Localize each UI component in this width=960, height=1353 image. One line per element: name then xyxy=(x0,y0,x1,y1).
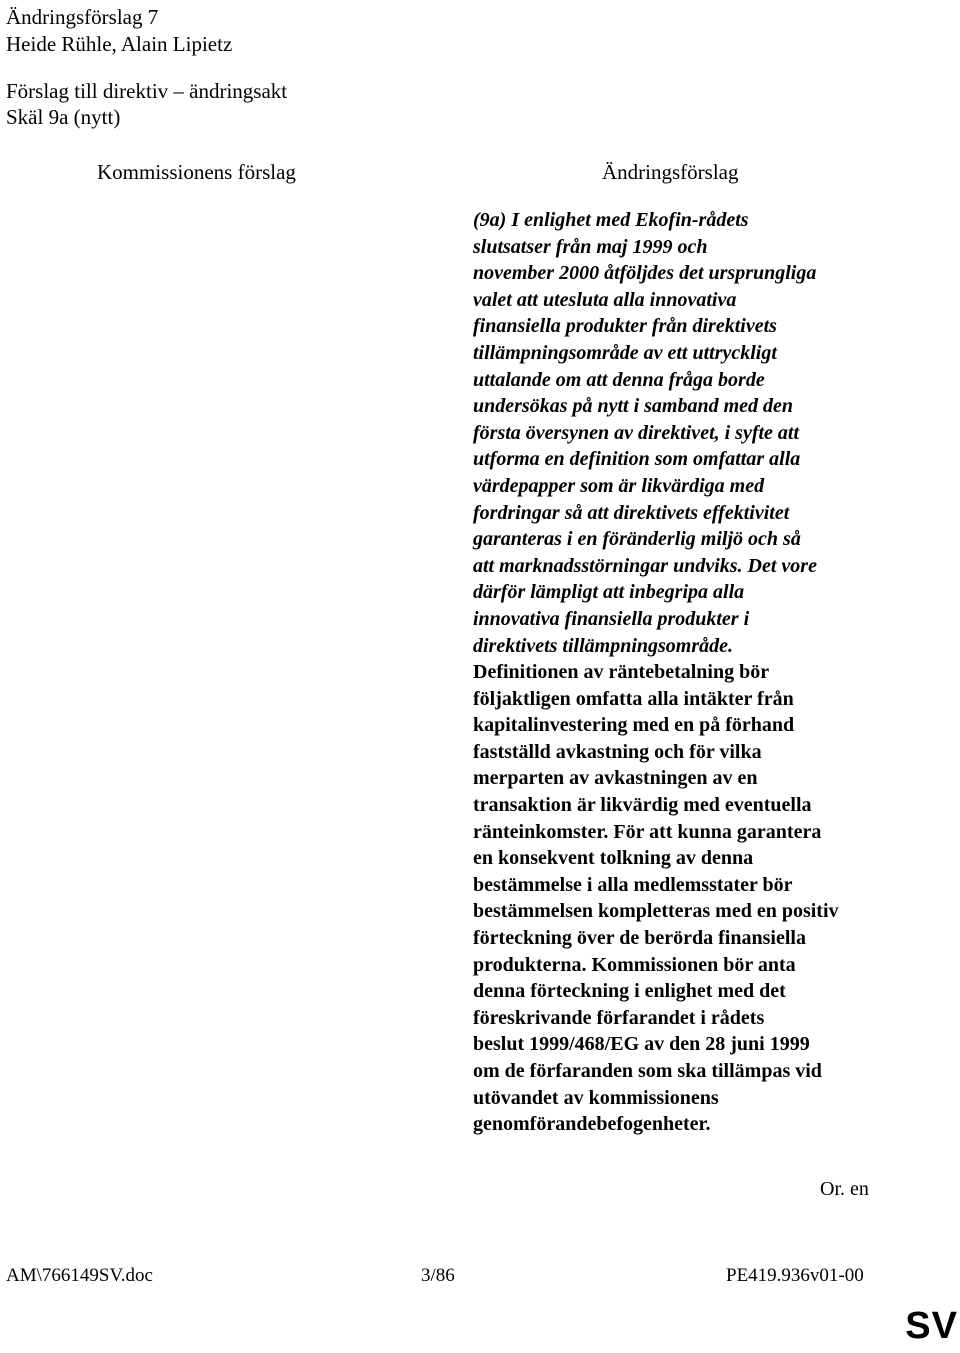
left-column-heading: Kommissionens förslag xyxy=(97,160,296,184)
amendment-text-line: genomförandebefogenheter. xyxy=(473,1113,711,1136)
amendment-text-line: fordringar så att direktivets effektivitet xyxy=(473,501,790,524)
amendment-text-line: produkterna. Kommissionen bör anta xyxy=(473,953,796,976)
original-language: Or. en xyxy=(820,1178,869,1200)
amendment-text-line: slutsatser från maj 1999 och xyxy=(473,235,708,258)
amendment-text-line: föreskrivande förfarandet i rådets xyxy=(473,1006,765,1029)
amendment-text-line: fastställd avkastning och för vilka xyxy=(473,740,762,763)
amendment-text-line: undersökas på nytt i samband med den xyxy=(473,395,794,418)
amendment-text-line: förteckning över de berörda finansiella xyxy=(473,927,806,950)
amendment-text-line: första översynen av direktivet, i syfte att xyxy=(473,421,800,444)
amendment-text-line: denna förteckning i enlighet med det xyxy=(473,980,786,1003)
amendment-text-line: innovativa finansiella produkter i xyxy=(473,607,750,630)
language-code: SV xyxy=(905,1305,958,1347)
amendment-text-line: utövandet av kommissionens xyxy=(473,1086,719,1109)
amendment-text-line: uttalande om att denna fråga borde xyxy=(473,368,765,391)
amendment-text-line: ränteinkomster. För att kunna garantera xyxy=(473,820,822,843)
amendment-text-line: direktivets tillämpningsområde. xyxy=(473,634,734,657)
amendment-text-line: beslut 1999/468/EG av den 28 juni 1999 xyxy=(473,1033,810,1056)
amendment-text-line: utforma en definition som omfattar alla xyxy=(473,448,801,471)
recital-number: Skäl 9a (nytt) xyxy=(6,105,121,129)
amendment-text-line: finansiella produkter från direktivets xyxy=(473,315,777,338)
amendment-text-line: november 2000 åtföljdes det ursprungliga xyxy=(473,262,817,285)
amendment-text-line: värdepapper som är likvärdiga med xyxy=(473,474,765,497)
document-reference: AM\766149SV.doc xyxy=(6,1265,153,1286)
amendment-text-line: valet att utesluta alla innovativa xyxy=(473,288,737,311)
amendment-text-line: att marknadsstörningar undviks. Det vore xyxy=(473,554,817,577)
page-number: 3/86 xyxy=(421,1265,455,1286)
amendment-text-line: merparten av avkastningen av en xyxy=(473,767,758,790)
amendment-text-line: Definitionen av räntebetalning bör xyxy=(473,661,770,684)
amendment-text-line: bestämmelsen kompletteras med en positiv xyxy=(473,900,839,923)
amendment-text-line: en konsekvent tolkning av denna xyxy=(473,847,754,870)
amendment-text-line: bestämmelse i alla medlemsstater bör xyxy=(473,873,793,896)
amendment-text-line: (9a) I enlighet med Ekofin-rådets xyxy=(473,209,749,231)
amendment-number: Ändringsförslag 7 xyxy=(6,5,159,29)
amendment-text-line: tillämpningsområde av ett uttryckligt xyxy=(473,341,777,364)
amendment-text-line: garanteras i en föränderlig miljö och så xyxy=(473,528,801,551)
amendment-text-line: om de förfaranden som ska tillämpas vid xyxy=(473,1060,822,1082)
right-column-heading: Ändringsförslag xyxy=(602,160,739,184)
proposal-type: Förslag till direktiv – ändringsakt xyxy=(6,79,288,103)
amendment-text-line: följaktligen omfatta alla intäkter från xyxy=(473,687,794,710)
amendment-authors: Heide Rühle, Alain Lipietz xyxy=(6,32,233,56)
amendment-text xyxy=(473,207,953,1138)
amendment-text-line: transaktion är likvärdig med eventuella xyxy=(473,794,812,817)
amendment-text-line: därför lämpligt att inbegripa alla xyxy=(473,581,745,604)
pe-number: PE419.936v01-00 xyxy=(726,1265,864,1286)
amendment-text-line: kapitalinvestering med en på förhand xyxy=(473,714,795,737)
